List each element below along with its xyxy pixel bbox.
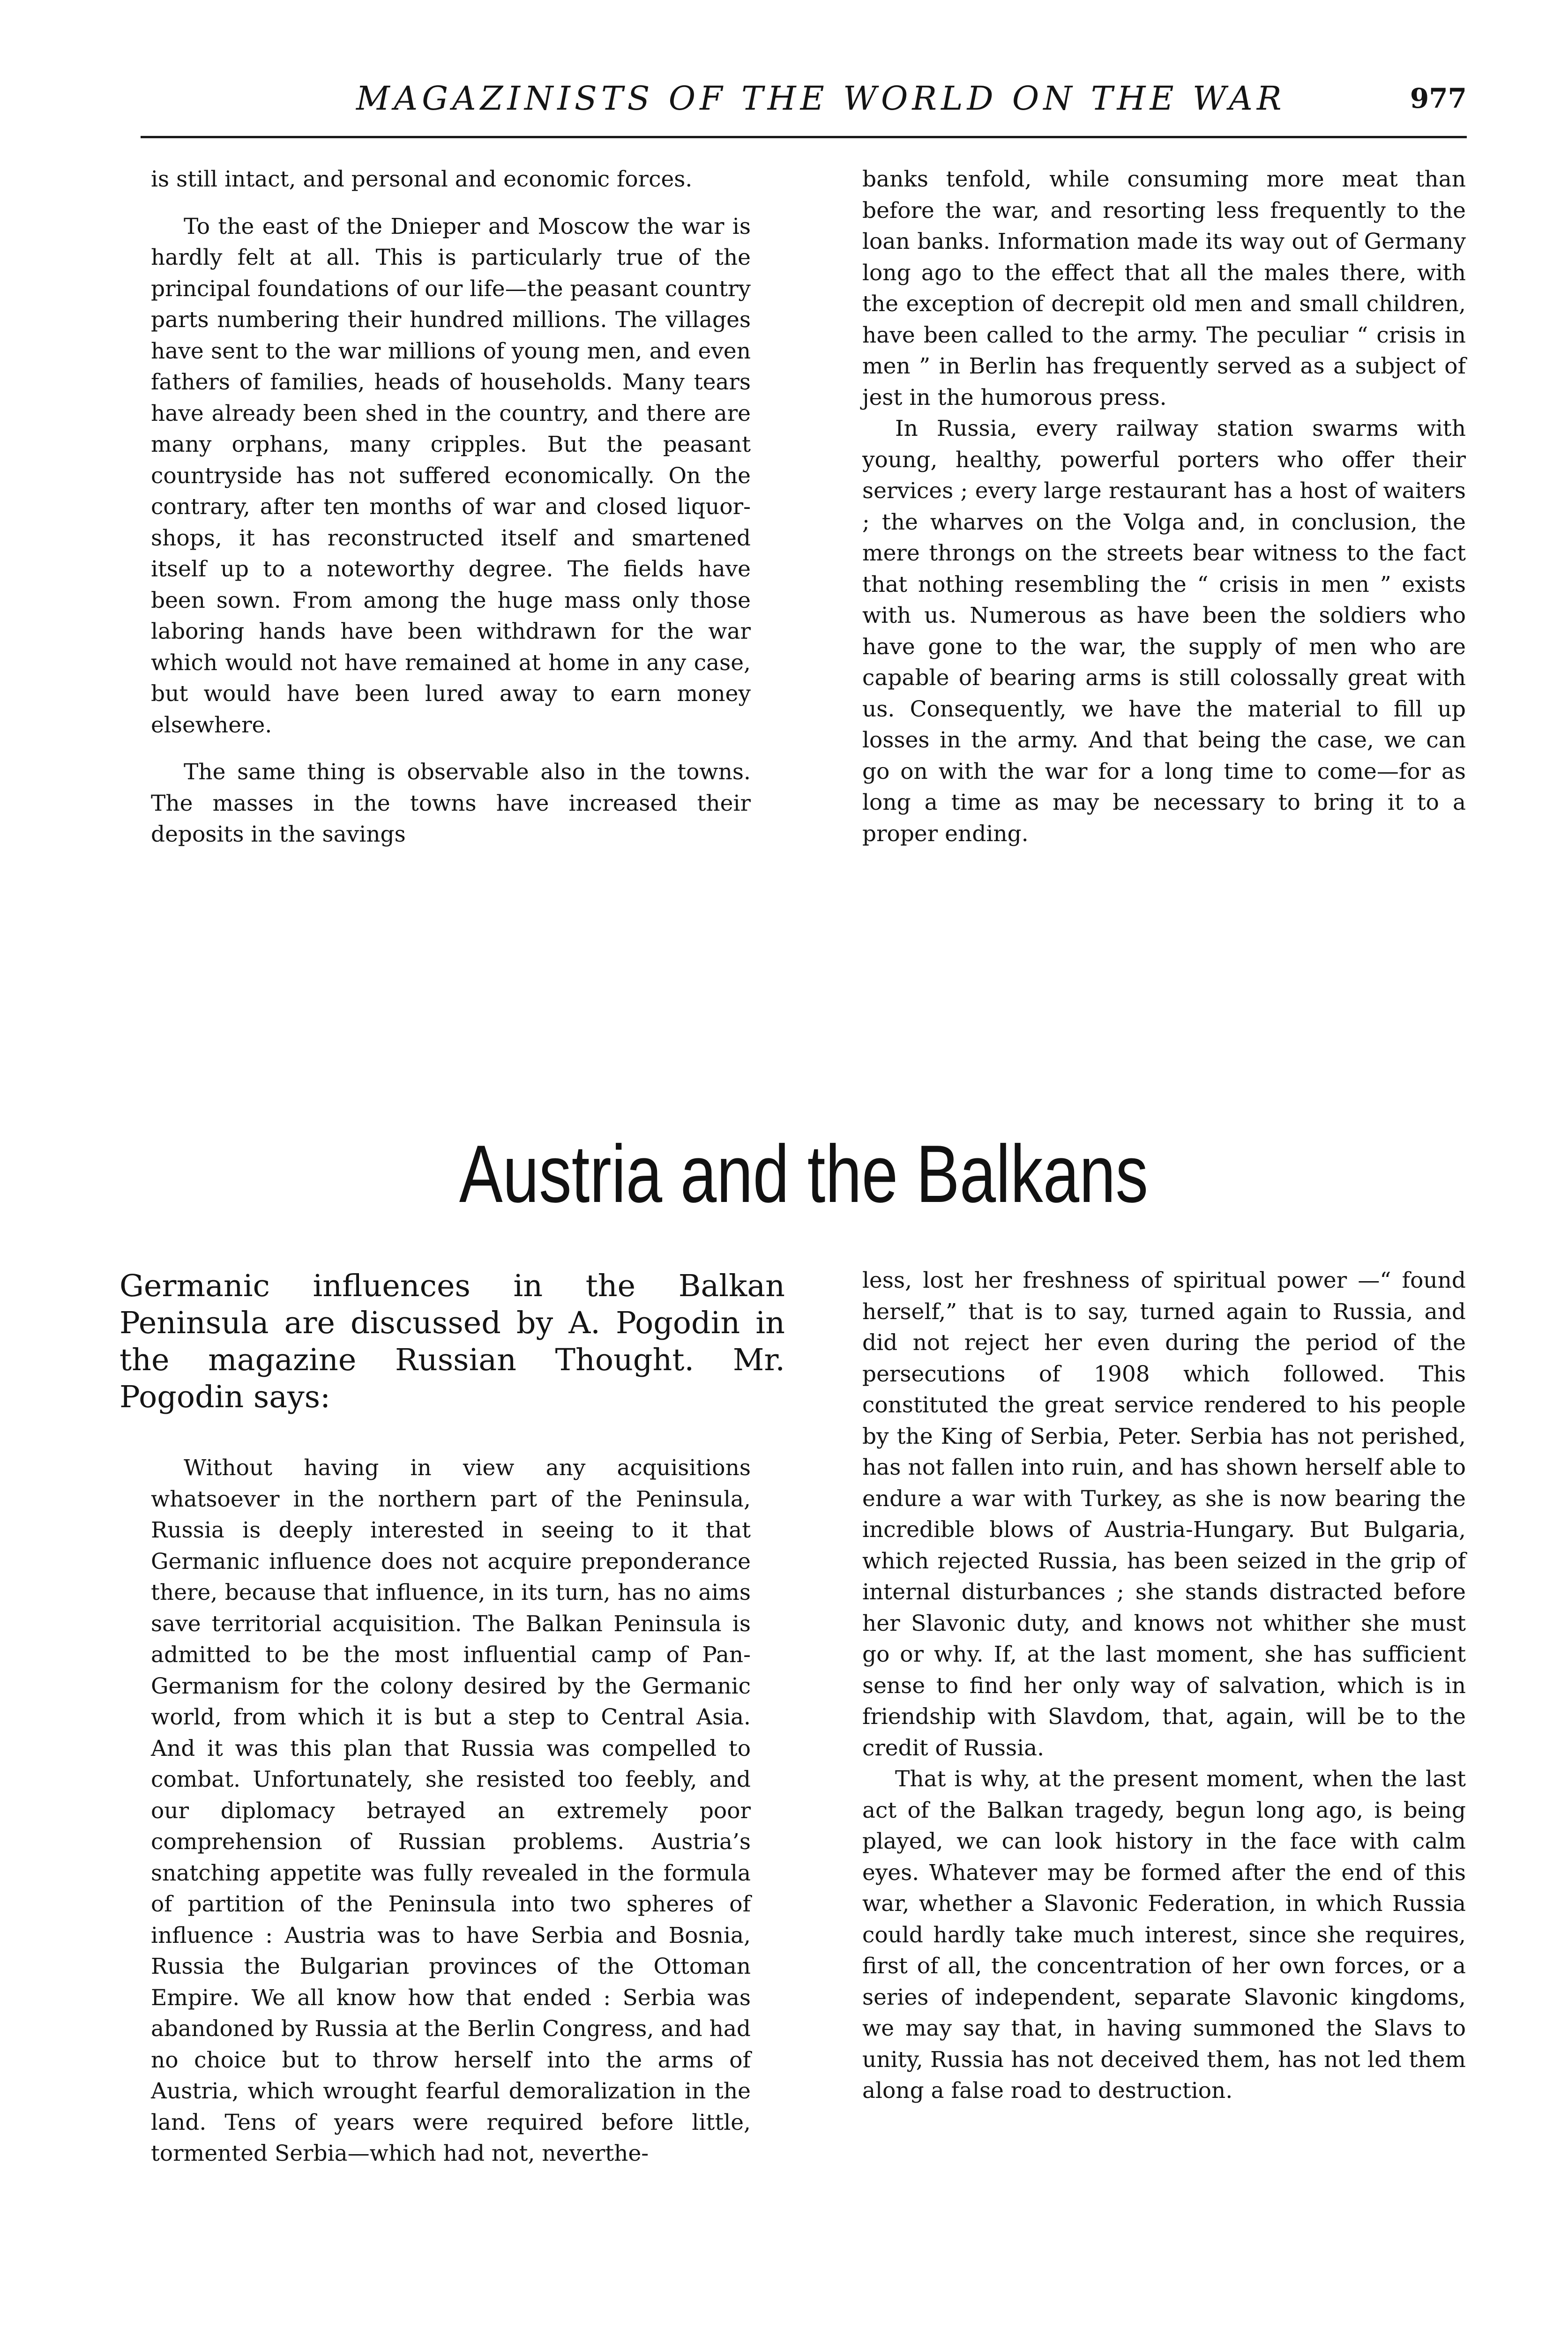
running-head: MAGAZINISTS OF THE WORLD ON THE WAR [356,79,1286,118]
paragraph: To the east of the Dnieper and Moscow the war is hardly felt at all. This is particularly true of the principal foundations of our life—the peasant country parts numbering their hundred millions. The villages have sent to the war millions of young men, and even fathers of families, heads of households. Many tears have already been shed in the country, and there are many orphans, many cripples. But the peasant countryside has not suffered economically. On the contrary, after ten months of war and closed liquor-shops, it has reconstructed itself and smartened itself up to a noteworthy degree. The fields have been sown. From among the huge mass only those laboring hands have been withdrawn for the war which would not have remained at home in any case, but would have been lured away to earn money elsewhere. [151,213,751,738]
paragraph: banks tenfold, while consuming more meat than before the war, and resorting less frequently to the loan banks. Information made its way out of Germany long ago to the effect that all the males there, with the exception of decrepit old men and small children, have been called to the army. The peculiar “ crisis in men ” in Berlin has frequently served as a subject of jest in the humorous press. [862,166,1466,410]
paragraph: Without having in view any acquisitions whatsoever in the northern part of the Peninsula, Russia is deeply interested in seeing to it that Germanic influence does not acquire preponderance there, because that influence, in its turn, has no aims save territorial acquisition. The Balkan Peninsula is admitted to be the most influential camp of Pan-Germanism for the colony desired by the Germanic world, from which it is but a step to Central Asia. And it was this plan that Russia was compelled to combat. Unfortunately, she resisted too feebly, and our diplomacy betrayed an extremely poor comprehension of Russian problems. Austria’s snatching appetite was fully revealed in the formula of partition of the Peninsula into two spheres of influence : Austria was to have Serbia and Bosnia, Russia the Bulgarian provinces of the Ottoman Empire. We all know how that ended : Serbia was abandoned by Russia at the Berlin Congress, and had no choice but to throw herself into the arms of Austria, which wrought fearful demoralization in the land. Tens of years were required before little, tormented Serbia—which had not, neverthe- [151,1455,751,2166]
paragraph: is still intact, and personal and economic forces. [151,166,693,192]
page-header [141,75,1467,131]
paragraph: In Russia, every railway station swarms with young, healthy, powerful porters who offer their services ; every large restaurant has a host of waiters ; the wharves on the Volga and, in conclusion, the mere throngs on the streets bear witness to the fact that nothing resembling the “ crisis in men ” exists with us. Numerous as have been the soldiers who have gone to the war, the supply of men who are capable of bearing arms is still colossally great with us. Consequently, we have the material to fill up losses in the army. And that being the case, we can go on with the war for a long time to come—for as long a time as may be necessary to bring it to a proper ending. [862,416,1466,847]
page-number: 977 [1410,82,1467,114]
paragraph: less, lost her freshness of spiritual power —“ found herself,” that is to say, turned again to Russia, and did not reject her even during the period of the persecutions of 1908 which followed. This constituted the great service rendered to his people by the King of Serbia, Peter. Serbia has not perished, has not fallen into ruin, and has shown herself able to endure a war with Turkey, as she is now bearing the incredible blows of Austria-Hungary. But Bulgaria, which rejected Russia, has been seized in the grip of internal disturbances ; she stands distracted before her Slavonic duty, and knows not whither she must go or why. If, at the last moment, she has sufficient sense to find her only way of salvation, which is in friendship with Slavdom, that, again, will be to the credit of Russia. [862,1268,1466,1761]
article-intro: Germanic influences in the Balkan Peninsula are discussed by A. Pogodin in the magazine Russian Thought. Mr. Pogodin says: [119,1269,785,1415]
article-title: Austria and the Balkans [459,1128,1149,1219]
top-article-left-column [151,164,751,851]
article-left-column [151,1453,751,2170]
header-rule [141,136,1467,138]
paragraph: That is why, at the present moment, when the last act of the Balkan tragedy, begun long ago, is being played, we can look history in the face with calm eyes. Whatever may be formed after the end of this war, whether a Slavonic Federation, in which Russia could hardly take much interest, since she requires, first of all, the concentration of her own forces, or a series of independent, separate Slavonic kingdoms, we may say that, in having summoned the Slavs to unity, Russia has not deceived them, has not led them along a false road to destruction. [862,1766,1466,2104]
top-article-right-column [862,164,1466,850]
article-right-column [862,1265,1466,2107]
paragraph: The same thing is observable also in the towns. The masses in the towns have increased their deposits in the savings [151,759,751,847]
